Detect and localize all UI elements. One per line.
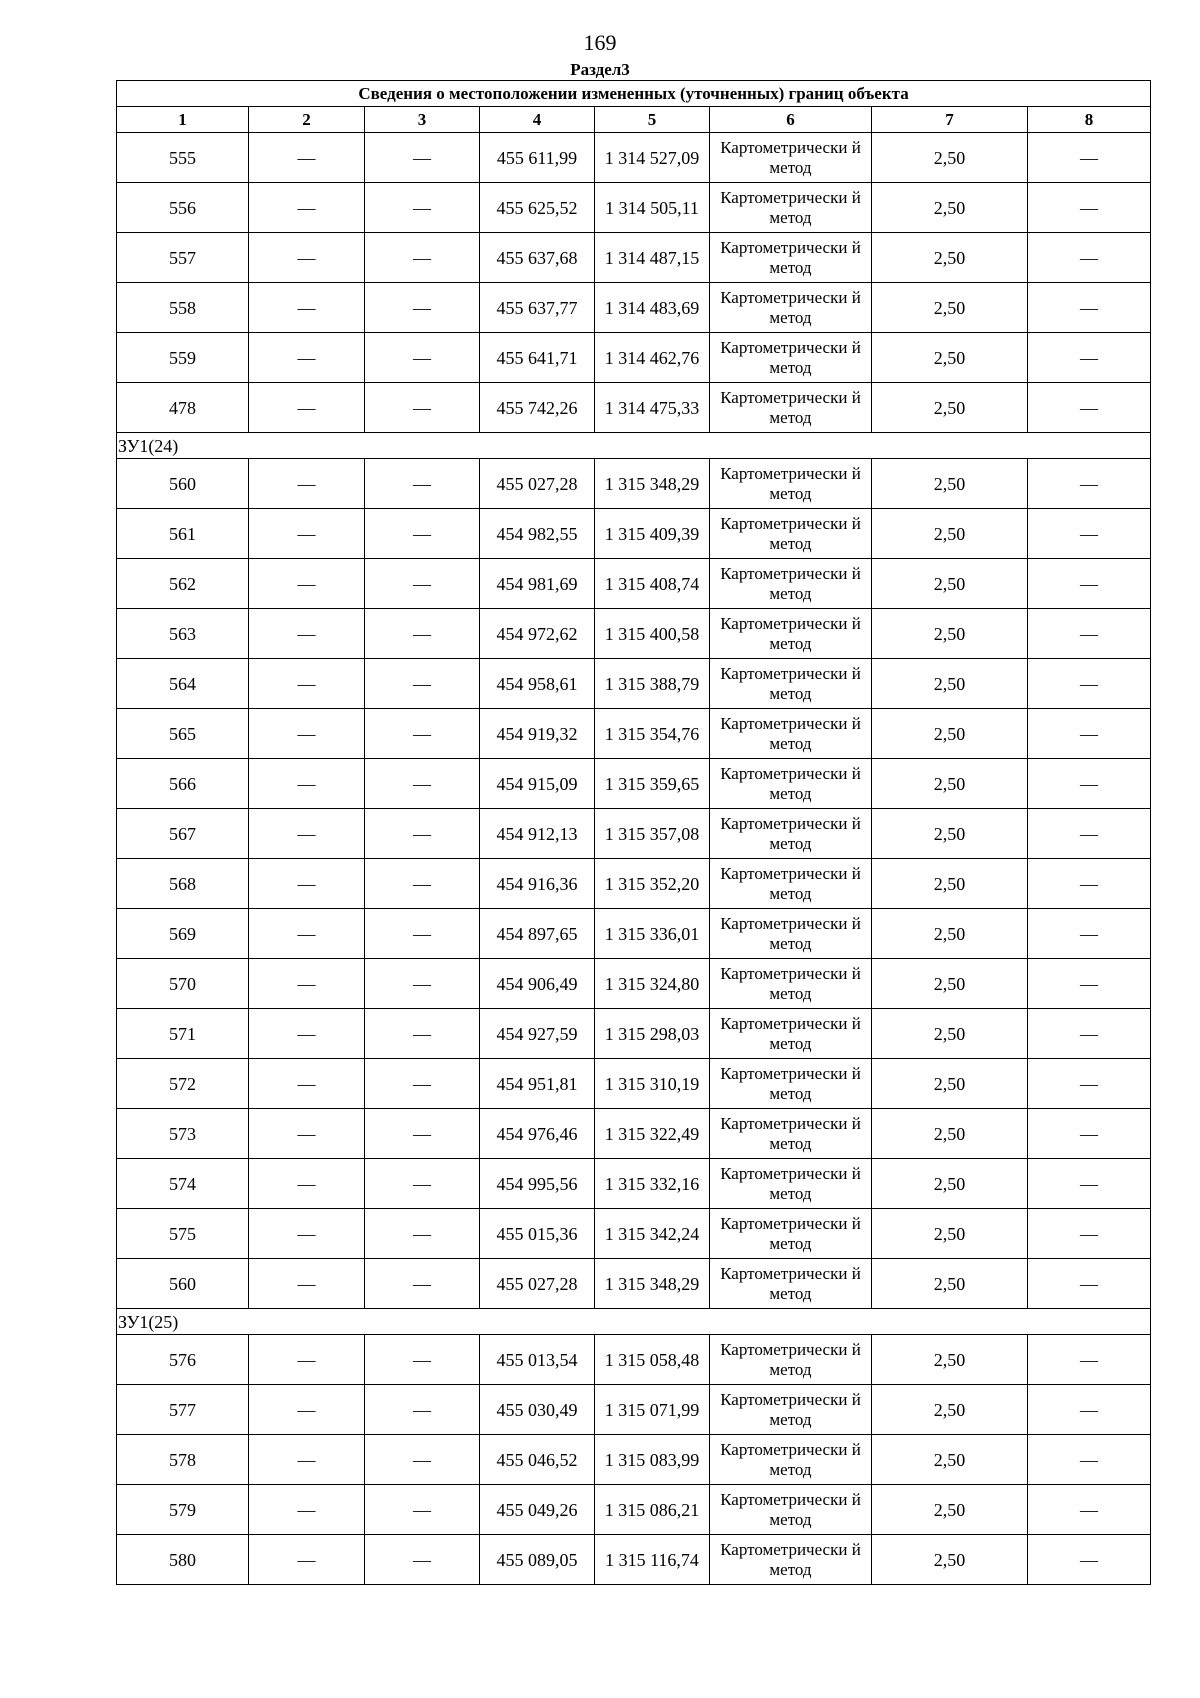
method-cell: Картометрически й метод (710, 1109, 872, 1159)
col8-cell: — (1028, 1159, 1151, 1209)
col2-cell: — (249, 233, 365, 283)
x-coordinate-cell: 454 912,13 (480, 809, 595, 859)
col2-cell: — (249, 909, 365, 959)
y-coordinate-cell: 1 315 409,39 (595, 509, 710, 559)
x-coordinate-cell: 454 915,09 (480, 759, 595, 809)
point-number-cell: 579 (117, 1485, 249, 1535)
method-cell: Картометрически й метод (710, 133, 872, 183)
col8-cell: — (1028, 1109, 1151, 1159)
accuracy-cell: 2,50 (872, 1385, 1028, 1435)
col2-cell: — (249, 809, 365, 859)
col2-cell: — (249, 1209, 365, 1259)
point-number-cell: 560 (117, 1259, 249, 1309)
method-cell: Картометрически й метод (710, 1335, 872, 1385)
y-coordinate-cell: 1 315 348,29 (595, 459, 710, 509)
column-header: 4 (480, 107, 595, 133)
method-cell: Картометрически й метод (710, 1535, 872, 1585)
method-cell: Картометрически й метод (710, 1009, 872, 1059)
y-coordinate-cell: 1 315 071,99 (595, 1385, 710, 1435)
column-header: 2 (249, 107, 365, 133)
y-coordinate-cell: 1 314 527,09 (595, 133, 710, 183)
y-coordinate-cell: 1 314 505,11 (595, 183, 710, 233)
point-number-cell: 570 (117, 959, 249, 1009)
table-row (117, 1485, 1151, 1535)
table-row (117, 1385, 1151, 1435)
col8-cell: — (1028, 609, 1151, 659)
y-coordinate-cell: 1 314 483,69 (595, 283, 710, 333)
col8-cell: — (1028, 909, 1151, 959)
col2-cell: — (249, 1059, 365, 1109)
col2-cell: — (249, 333, 365, 383)
x-coordinate-cell: 454 958,61 (480, 659, 595, 709)
coordinates-table (116, 80, 1151, 1585)
point-number-cell: 559 (117, 333, 249, 383)
point-number-cell: 558 (117, 283, 249, 333)
table-row (117, 1109, 1151, 1159)
point-number-cell: 560 (117, 459, 249, 509)
col3-cell: — (365, 1435, 480, 1485)
col2-cell: — (249, 183, 365, 233)
y-coordinate-cell: 1 315 359,65 (595, 759, 710, 809)
point-number-cell: 566 (117, 759, 249, 809)
point-number-cell: 571 (117, 1009, 249, 1059)
y-coordinate-cell: 1 315 348,29 (595, 1259, 710, 1309)
y-coordinate-cell: 1 314 487,15 (595, 233, 710, 283)
table-row (117, 809, 1151, 859)
accuracy-cell: 2,50 (872, 509, 1028, 559)
col3-cell: — (365, 759, 480, 809)
accuracy-cell: 2,50 (872, 1335, 1028, 1385)
col8-cell: — (1028, 1435, 1151, 1485)
x-coordinate-cell: 454 919,32 (480, 709, 595, 759)
table-row (117, 509, 1151, 559)
y-coordinate-cell: 1 315 083,99 (595, 1435, 710, 1485)
accuracy-cell: 2,50 (872, 1009, 1028, 1059)
accuracy-cell: 2,50 (872, 459, 1028, 509)
col2-cell: — (249, 133, 365, 183)
accuracy-cell: 2,50 (872, 809, 1028, 859)
col2-cell: — (249, 1109, 365, 1159)
col2-cell: — (249, 1535, 365, 1585)
col8-cell: — (1028, 1335, 1151, 1385)
col3-cell: — (365, 809, 480, 859)
x-coordinate-cell: 455 641,71 (480, 333, 595, 383)
x-coordinate-cell: 454 982,55 (480, 509, 595, 559)
point-number-cell: 555 (117, 133, 249, 183)
x-coordinate-cell: 454 976,46 (480, 1109, 595, 1159)
point-number-cell: 573 (117, 1109, 249, 1159)
table-body (117, 81, 1151, 1585)
y-coordinate-cell: 1 314 462,76 (595, 333, 710, 383)
col2-cell: — (249, 559, 365, 609)
y-coordinate-cell: 1 315 332,16 (595, 1159, 710, 1209)
col2-cell: — (249, 759, 365, 809)
col3-cell: — (365, 559, 480, 609)
y-coordinate-cell: 1 315 322,49 (595, 1109, 710, 1159)
y-coordinate-cell: 1 315 310,19 (595, 1059, 710, 1109)
col2-cell: — (249, 959, 365, 1009)
col2-cell: — (249, 1159, 365, 1209)
x-coordinate-cell: 455 015,36 (480, 1209, 595, 1259)
table-row (117, 183, 1151, 233)
x-coordinate-cell: 454 897,65 (480, 909, 595, 959)
col3-cell: — (365, 333, 480, 383)
table-row (117, 659, 1151, 709)
col8-cell: — (1028, 1485, 1151, 1535)
x-coordinate-cell: 454 995,56 (480, 1159, 595, 1209)
col8-cell: — (1028, 283, 1151, 333)
y-coordinate-cell: 1 315 324,80 (595, 959, 710, 1009)
point-number-cell: 561 (117, 509, 249, 559)
method-cell: Картометрически й метод (710, 509, 872, 559)
col3-cell: — (365, 233, 480, 283)
method-cell: Картометрически й метод (710, 1259, 872, 1309)
section-title: Раздел3 (570, 60, 630, 79)
accuracy-cell: 2,50 (872, 709, 1028, 759)
method-cell: Картометрически й метод (710, 1159, 872, 1209)
col3-cell: — (365, 133, 480, 183)
accuracy-cell: 2,50 (872, 1059, 1028, 1109)
method-cell: Картометрически й метод (710, 759, 872, 809)
table-row (117, 1209, 1151, 1259)
col3-cell: — (365, 1209, 480, 1259)
col3-cell: — (365, 1059, 480, 1109)
point-number-cell: 557 (117, 233, 249, 283)
accuracy-cell: 2,50 (872, 609, 1028, 659)
col3-cell: — (365, 1009, 480, 1059)
method-cell: Картометрически й метод (710, 1059, 872, 1109)
method-cell: Картометрически й метод (710, 609, 872, 659)
col3-cell: — (365, 459, 480, 509)
x-coordinate-cell: 455 742,26 (480, 383, 595, 433)
table-row (117, 133, 1151, 183)
x-coordinate-cell: 454 916,36 (480, 859, 595, 909)
col8-cell: — (1028, 759, 1151, 809)
accuracy-cell: 2,50 (872, 133, 1028, 183)
method-cell: Картометрически й метод (710, 559, 872, 609)
col3-cell: — (365, 859, 480, 909)
x-coordinate-cell: 455 027,28 (480, 1259, 595, 1309)
method-cell: Картометрически й метод (710, 909, 872, 959)
column-header: 7 (872, 107, 1028, 133)
method-cell: Картометрически й метод (710, 233, 872, 283)
col2-cell: — (249, 1435, 365, 1485)
accuracy-cell: 2,50 (872, 1485, 1028, 1535)
table-row (117, 1259, 1151, 1309)
point-number-cell: 578 (117, 1435, 249, 1485)
table-row (117, 759, 1151, 809)
point-number-cell: 574 (117, 1159, 249, 1209)
col8-cell: — (1028, 233, 1151, 283)
accuracy-cell: 2,50 (872, 1109, 1028, 1159)
table-row (117, 609, 1151, 659)
accuracy-cell: 2,50 (872, 559, 1028, 609)
y-coordinate-cell: 1 315 342,24 (595, 1209, 710, 1259)
y-coordinate-cell: 1 315 086,21 (595, 1485, 710, 1535)
col8-cell: — (1028, 1259, 1151, 1309)
table-row (117, 1159, 1151, 1209)
x-coordinate-cell: 455 030,49 (480, 1385, 595, 1435)
table-row (117, 1059, 1151, 1109)
x-coordinate-cell: 455 625,52 (480, 183, 595, 233)
accuracy-cell: 2,50 (872, 909, 1028, 959)
method-cell: Картометрически й метод (710, 659, 872, 709)
col2-cell: — (249, 283, 365, 333)
group-header-row (117, 1309, 1151, 1335)
table-row (117, 1535, 1151, 1585)
col8-cell: — (1028, 383, 1151, 433)
col2-cell: — (249, 859, 365, 909)
x-coordinate-cell: 455 046,52 (480, 1435, 595, 1485)
y-coordinate-cell: 1 315 336,01 (595, 909, 710, 959)
accuracy-cell: 2,50 (872, 1535, 1028, 1585)
col2-cell: — (249, 1385, 365, 1435)
x-coordinate-cell: 454 927,59 (480, 1009, 595, 1059)
accuracy-cell: 2,50 (872, 659, 1028, 709)
x-coordinate-cell: 455 637,77 (480, 283, 595, 333)
col2-cell: — (249, 1335, 365, 1385)
col8-cell: — (1028, 659, 1151, 709)
x-coordinate-cell: 455 637,68 (480, 233, 595, 283)
table-row (117, 1335, 1151, 1385)
point-number-cell: 562 (117, 559, 249, 609)
point-number-cell: 556 (117, 183, 249, 233)
col8-cell: — (1028, 1535, 1151, 1585)
group-label: ЗУ1(25) (117, 1309, 1151, 1335)
accuracy-cell: 2,50 (872, 959, 1028, 1009)
accuracy-cell: 2,50 (872, 333, 1028, 383)
col3-cell: — (365, 1485, 480, 1535)
col8-cell: — (1028, 809, 1151, 859)
col3-cell: — (365, 659, 480, 709)
method-cell: Картометрически й метод (710, 333, 872, 383)
col8-cell: — (1028, 959, 1151, 1009)
table-caption: Сведения о местоположении измененных (уточненных) границ объекта (117, 81, 1151, 107)
col8-cell: — (1028, 1209, 1151, 1259)
y-coordinate-cell: 1 315 354,76 (595, 709, 710, 759)
y-coordinate-cell: 1 315 408,74 (595, 559, 710, 609)
table-row (117, 859, 1151, 909)
point-number-cell: 572 (117, 1059, 249, 1109)
accuracy-cell: 2,50 (872, 859, 1028, 909)
x-coordinate-cell: 455 049,26 (480, 1485, 595, 1535)
table-row (117, 283, 1151, 333)
table-row (117, 909, 1151, 959)
column-header-row (117, 107, 1151, 133)
column-header: 6 (710, 107, 872, 133)
page-number: 169 (583, 30, 617, 55)
y-coordinate-cell: 1 314 475,33 (595, 383, 710, 433)
accuracy-cell: 2,50 (872, 1435, 1028, 1485)
table-caption-row (117, 81, 1151, 107)
method-cell: Картометрически й метод (710, 1485, 872, 1535)
col2-cell: — (249, 459, 365, 509)
method-cell: Картометрически й метод (710, 1209, 872, 1259)
col2-cell: — (249, 709, 365, 759)
col3-cell: — (365, 283, 480, 333)
col3-cell: — (365, 383, 480, 433)
col2-cell: — (249, 509, 365, 559)
col3-cell: — (365, 709, 480, 759)
y-coordinate-cell: 1 315 116,74 (595, 1535, 710, 1585)
accuracy-cell: 2,50 (872, 1209, 1028, 1259)
x-coordinate-cell: 455 027,28 (480, 459, 595, 509)
method-cell: Картометрически й метод (710, 183, 872, 233)
point-number-cell: 576 (117, 1335, 249, 1385)
method-cell: Картометрически й метод (710, 959, 872, 1009)
col3-cell: — (365, 609, 480, 659)
col8-cell: — (1028, 183, 1151, 233)
x-coordinate-cell: 454 951,81 (480, 1059, 595, 1109)
table-row (117, 709, 1151, 759)
y-coordinate-cell: 1 315 298,03 (595, 1009, 710, 1059)
col3-cell: — (365, 959, 480, 1009)
col3-cell: — (365, 909, 480, 959)
method-cell: Картометрически й метод (710, 283, 872, 333)
col8-cell: — (1028, 509, 1151, 559)
col8-cell: — (1028, 1009, 1151, 1059)
accuracy-cell: 2,50 (872, 233, 1028, 283)
method-cell: Картометрически й метод (710, 383, 872, 433)
method-cell: Картометрически й метод (710, 1435, 872, 1485)
col3-cell: — (365, 1259, 480, 1309)
y-coordinate-cell: 1 315 357,08 (595, 809, 710, 859)
point-number-cell: 568 (117, 859, 249, 909)
x-coordinate-cell: 454 981,69 (480, 559, 595, 609)
col8-cell: — (1028, 1059, 1151, 1109)
x-coordinate-cell: 454 906,49 (480, 959, 595, 1009)
column-header: 8 (1028, 107, 1151, 133)
method-cell: Картометрически й метод (710, 459, 872, 509)
group-header-row (117, 433, 1151, 459)
x-coordinate-cell: 455 611,99 (480, 133, 595, 183)
accuracy-cell: 2,50 (872, 759, 1028, 809)
col8-cell: — (1028, 133, 1151, 183)
table-row (117, 1435, 1151, 1485)
col8-cell: — (1028, 459, 1151, 509)
point-number-cell: 575 (117, 1209, 249, 1259)
col8-cell: — (1028, 1385, 1151, 1435)
group-label: ЗУ1(24) (117, 433, 1151, 459)
col2-cell: — (249, 383, 365, 433)
col3-cell: — (365, 1535, 480, 1585)
method-cell: Картометрически й метод (710, 859, 872, 909)
accuracy-cell: 2,50 (872, 1159, 1028, 1209)
col3-cell: — (365, 1335, 480, 1385)
table-row (117, 233, 1151, 283)
point-number-cell: 563 (117, 609, 249, 659)
point-number-cell: 569 (117, 909, 249, 959)
accuracy-cell: 2,50 (872, 1259, 1028, 1309)
col3-cell: — (365, 509, 480, 559)
column-header: 3 (365, 107, 480, 133)
col2-cell: — (249, 1009, 365, 1059)
col3-cell: — (365, 1385, 480, 1435)
y-coordinate-cell: 1 315 388,79 (595, 659, 710, 709)
col8-cell: — (1028, 333, 1151, 383)
col8-cell: — (1028, 709, 1151, 759)
col8-cell: — (1028, 859, 1151, 909)
col3-cell: — (365, 1109, 480, 1159)
x-coordinate-cell: 454 972,62 (480, 609, 595, 659)
table-row (117, 333, 1151, 383)
table-row (117, 459, 1151, 509)
point-number-cell: 567 (117, 809, 249, 859)
point-number-cell: 577 (117, 1385, 249, 1435)
method-cell: Картометрически й метод (710, 809, 872, 859)
accuracy-cell: 2,50 (872, 283, 1028, 333)
accuracy-cell: 2,50 (872, 383, 1028, 433)
point-number-cell: 564 (117, 659, 249, 709)
y-coordinate-cell: 1 315 400,58 (595, 609, 710, 659)
col8-cell: — (1028, 559, 1151, 609)
method-cell: Картометрически й метод (710, 1385, 872, 1435)
method-cell: Картометрически й метод (710, 709, 872, 759)
x-coordinate-cell: 455 089,05 (480, 1535, 595, 1585)
col2-cell: — (249, 659, 365, 709)
col3-cell: — (365, 1159, 480, 1209)
point-number-cell: 580 (117, 1535, 249, 1585)
point-number-cell: 565 (117, 709, 249, 759)
y-coordinate-cell: 1 315 352,20 (595, 859, 710, 909)
col2-cell: — (249, 1259, 365, 1309)
column-header: 5 (595, 107, 710, 133)
table-row (117, 1009, 1151, 1059)
col2-cell: — (249, 609, 365, 659)
table-row (117, 383, 1151, 433)
accuracy-cell: 2,50 (872, 183, 1028, 233)
table-row (117, 559, 1151, 609)
y-coordinate-cell: 1 315 058,48 (595, 1335, 710, 1385)
col3-cell: — (365, 183, 480, 233)
col2-cell: — (249, 1485, 365, 1535)
column-header: 1 (117, 107, 249, 133)
x-coordinate-cell: 455 013,54 (480, 1335, 595, 1385)
point-number-cell: 478 (117, 383, 249, 433)
table-row (117, 959, 1151, 1009)
